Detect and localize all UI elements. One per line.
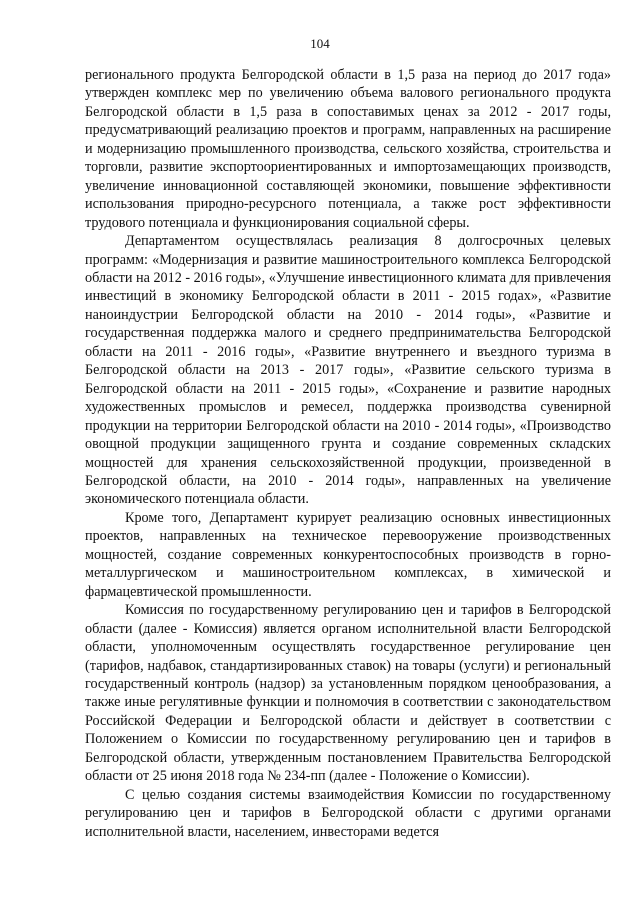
paragraph-investment-projects: Кроме того, Департамент курирует реализацию основных инвестиционных проектов, направленных на техническое перевооружение производственных мощностей, создание современных конкурентоспособных производств в горно-металлургическом и машиностроительном комплексах, в химической и фармацевтической промышленности. — [85, 509, 611, 600]
paragraph-interaction-system: С целью создания системы взаимодействия Комиссии по государственному регулированию цен и тарифов в Белгородской области с другими органами исполнительной власти, населением, инвесторами ведется — [85, 786, 611, 840]
page-number: 104 — [310, 36, 330, 51]
paragraph-target-programs: Департаментом осуществлялась реализация 8 долгосрочных целевых программ: «Модернизация и развитие машиностроительного комплекса Белгородской области на 2012 - 2016 годы», «Улучшение инвестиционного климата для привлечения инвестиций в экономику Белгородской области в 2011 - 2015 годах», «Развитие наноиндустрии Белгородской области на 2010 - 2014 годы», «Развитие и государственная поддержка малого и среднего предпринимательства Белгородской области на 2011 - 2016 годы», «Развитие внутреннего и въездного туризма в Белгородской области на 2013 - 2017 годы», «Развитие сельского туризма в Белгородской области на 2011 - 2015 годы», «Сохранение и развитие народных художественных промыслов и ремесел, поддержка производства сувенирной продукции на территории Белгородской области на 2010 - 2014 годы», «Производство овощной продукции защищенного грунта и создание современных складских мощностей для хранения сельскохозяйственной продукции, произведенной в Белгородской области, на 2010 - 2014 годы», направленных на увеличение экономического потенциала области. — [85, 233, 611, 508]
paragraph-pricing-commission: Комиссия по государственному регулированию цен и тарифов в Белгородской области (далее - Комиссия) является органом исполнительной власти Белгородской области, уполномоченным осуществлять государственное регулирование цен (тарифов, надбавок, стандартизированных ставок) на товары (услуги) и региональный государственный контроль (надзор) за установленным порядком ценообразования, а также иные регулятивные функции и полномочия в соответствии с законодательством Российской Федерации и Белгородской области и действует в соответствии с Положением о Комиссии по государственному регулированию цен и тарифов в Белгородской области, утвержденным постановлением Правительства Белгородской области от 25 июня 2018 года № 234-пп (далее - Положение о Комиссии). — [85, 602, 611, 785]
document-body — [85, 66, 611, 841]
paragraph-program-summary: регионального продукта Белгородской области в 1,5 раза на период до 2017 года» утвержден комплекс мер по увеличению объема валового регионального продукта Белгородской области в 1,5 раза в сопоставимых ценах за 2012 - 2017 годы, предусматривающий реализацию проектов и программ, направленных на расширение и модернизацию промышленного производства, сельского хозяйства, строительства и торговли, развитие экспортоориентированных и импортозамещающих производств, увеличение инновационной составляющей экономики, повышение эффективности использования природно-ресурсного потенциала, а также рост эффективности трудового потенциала и функционирования социальной сферы. — [85, 67, 611, 231]
